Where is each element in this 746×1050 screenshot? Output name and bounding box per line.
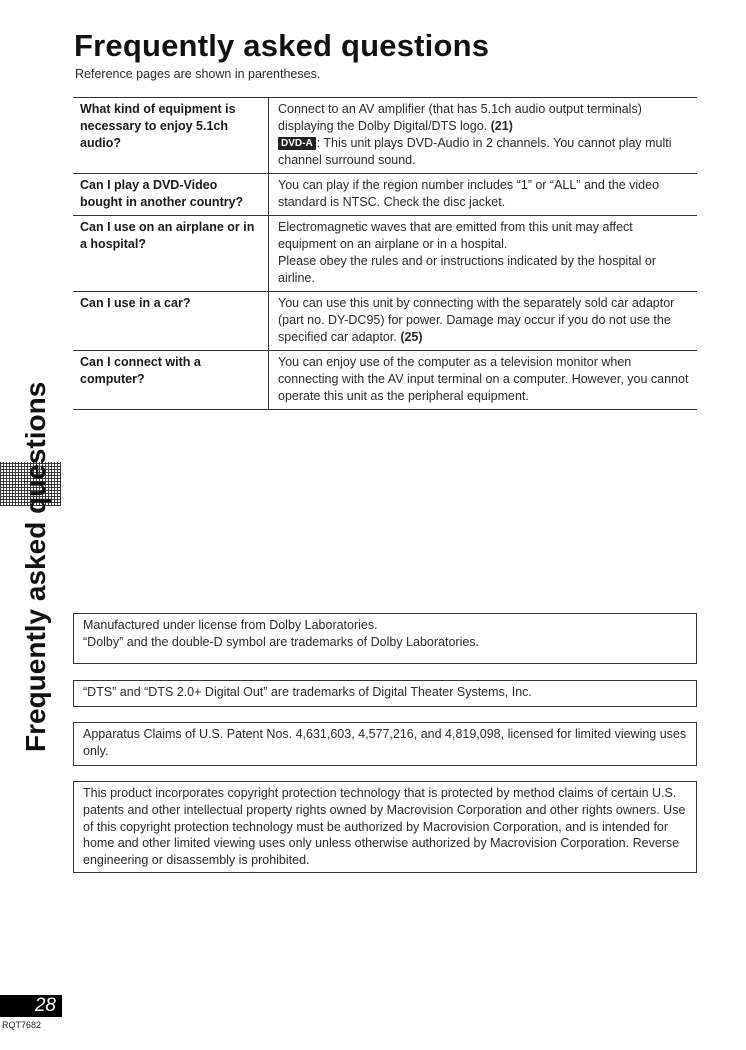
- page-reference: (21): [490, 119, 513, 133]
- page-number: 28: [0, 995, 62, 1017]
- patent-notice: Apparatus Claims of U.S. Patent Nos. 4,631,603, 4,577,216, and 4,819,098, licensed for limited viewing uses only.: [73, 722, 697, 766]
- page-subtitle: Reference pages are shown in parentheses.: [75, 67, 321, 81]
- dts-notice: “DTS” and “DTS 2.0+ Digital Out” are trademarks of Digital Theater Systems, Inc.: [73, 680, 697, 707]
- faq-row: [73, 174, 697, 216]
- page-reference: (25): [400, 330, 423, 344]
- dolby-notice: [73, 613, 697, 664]
- faq-answer-text-2: Please obey the rules and or instructions indicated by the hospital or airline.: [278, 254, 657, 285]
- faq-question: Can I play a DVD-Video bought in another country?: [73, 174, 269, 215]
- faq-answer-text: Connect to an AV amplifier (that has 5.1ch audio output terminals) displaying the Dolby Digital/DTS logo.: [278, 102, 642, 133]
- document-code: RQT7682: [2, 1020, 42, 1030]
- faq-answer: [269, 216, 697, 291]
- side-section-label: Frequently asked questions: [20, 381, 51, 752]
- faq-question: What kind of equipment is necessary to enjoy 5.1ch audio?: [73, 98, 269, 173]
- faq-question: Can I use on an airplane or in a hospital?: [73, 216, 269, 291]
- faq-answer: You can play if the region number includes “1” or “ALL” and the video standard is NTSC. Check the disc jacket.: [278, 178, 660, 209]
- page-title: Frequently asked questions: [74, 28, 490, 63]
- macrovision-notice: This product incorporates copyright protection technology that is protected by method claims of certain U.S. patents and other intellectual property rights owned by Macrovision Corporation and other rights owners. Use of this copyright protection technology must be authorized by Macrovision Corporation, and is intended for home and other limited viewing uses only unless otherwise authorized by Macrovision Corporation. Reverse engineering or disassembly is prohibited.: [73, 781, 697, 873]
- faq-answer: [269, 292, 697, 350]
- dolby-notice-line-2: “Dolby” and the double-D symbol are trademarks of Dolby Laboratories.: [83, 635, 480, 649]
- faq-question: Can I use in a car?: [73, 292, 269, 350]
- faq-row: [73, 351, 697, 410]
- faq-row: [73, 216, 697, 292]
- faq-answer: You can enjoy use of the computer as a television monitor when connecting with the AV input terminal on a computer. However, you cannot operate this unit as the peripheral equipment.: [278, 355, 689, 403]
- faq-answer: [269, 98, 697, 173]
- faq-row: [73, 98, 697, 174]
- faq-question: Can I connect with a computer?: [73, 351, 269, 409]
- faq-table: [73, 97, 697, 410]
- faq-answer-text: You can use this unit by connecting with the separately sold car adaptor (part no. DY-DC95) for power. Damage may occur if you do not use the specified car adaptor.: [278, 296, 675, 344]
- dolby-notice-line-1: Manufactured under license from Dolby Laboratories.: [83, 618, 378, 632]
- dvd-audio-badge: DVD-A: [278, 137, 316, 150]
- faq-answer-note-text: : This unit plays DVD-Audio in 2 channels. You cannot play multi channel surround sound.: [278, 136, 672, 167]
- faq-answer-text: Electromagnetic waves that are emitted from this unit may affect equipment on an airplane or in a hospital.: [278, 220, 633, 251]
- faq-answer-note: [278, 135, 691, 169]
- faq-row: [73, 292, 697, 351]
